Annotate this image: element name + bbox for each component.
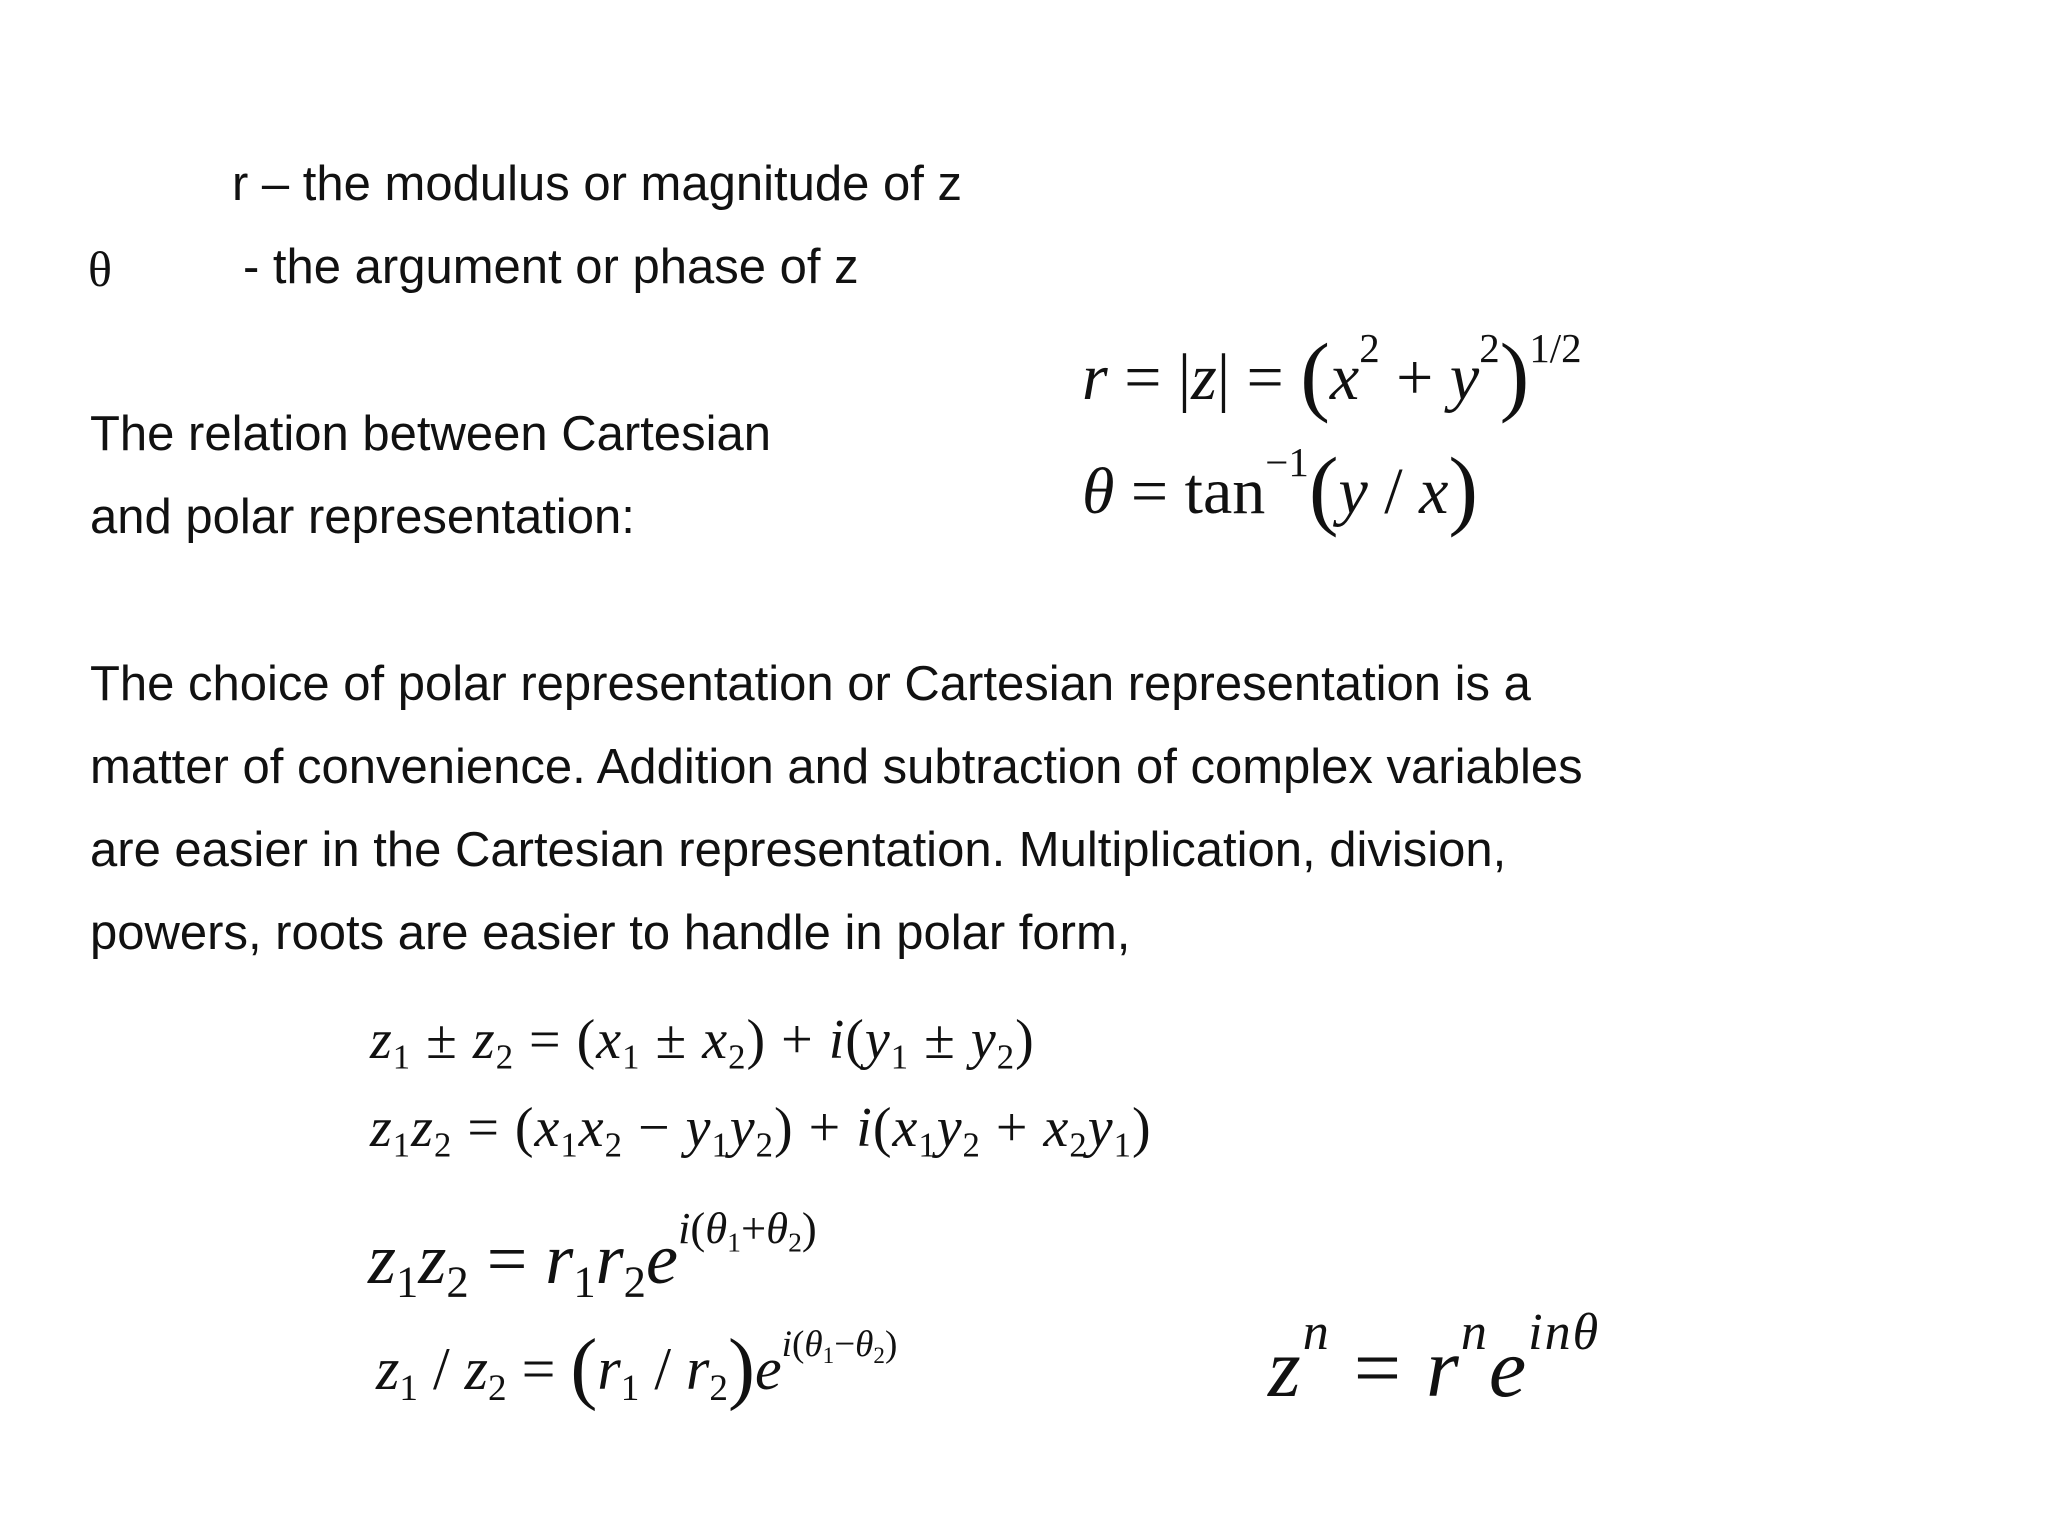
theta-symbol: θ xyxy=(88,241,112,297)
equation-sum-difference: $z_1 \pm z_2 = (x_1 \pm x_2) + i(y_1 \pm y_2)$ xyxy=(370,1009,1035,1077)
relation-label-line-1: The relation between Cartesian xyxy=(90,407,771,461)
paragraph-line-3: are easier in the Cartesian representation. Multiplication, division, xyxy=(90,823,1507,877)
paragraph-line-1: The choice of polar representation or Cartesian representation is a xyxy=(90,657,1531,711)
modulus-definition: r – the modulus or magnitude of z xyxy=(232,157,962,211)
paragraph-line-4: powers, roots are easier to handle in polar form, xyxy=(90,906,1131,960)
equation-product-polar: $z_1z_2 = r_1r_2e^{i(\theta_1+\theta_2)}$ xyxy=(368,1202,817,1307)
equation-modulus: $r = |z| = (x^2 + y^2)^{1/2}$ xyxy=(1082,326,1582,425)
equation-product-cartesian: $z_1z_2 = (x_1x_2 - y_1y_2) + i(x_1y_2 + x_2y_1)$ xyxy=(370,1097,1152,1165)
equation-power-polar: $z^n = r^ne^{in\theta}$ xyxy=(1268,1304,1601,1415)
paragraph-line-2: matter of convenience. Addition and subtraction of complex variables xyxy=(90,740,1583,794)
equation-quotient-polar: $z_1 / z_2 = (r_1 / r_2)e^{i(\theta_1-\theta_2)}$ xyxy=(376,1321,898,1412)
equation-argument: $\theta = \tan^{-1}(y / x)$ xyxy=(1082,440,1479,539)
relation-label-line-2: and polar representation: xyxy=(90,490,635,544)
argument-definition: - the argument or phase of z xyxy=(243,240,859,294)
